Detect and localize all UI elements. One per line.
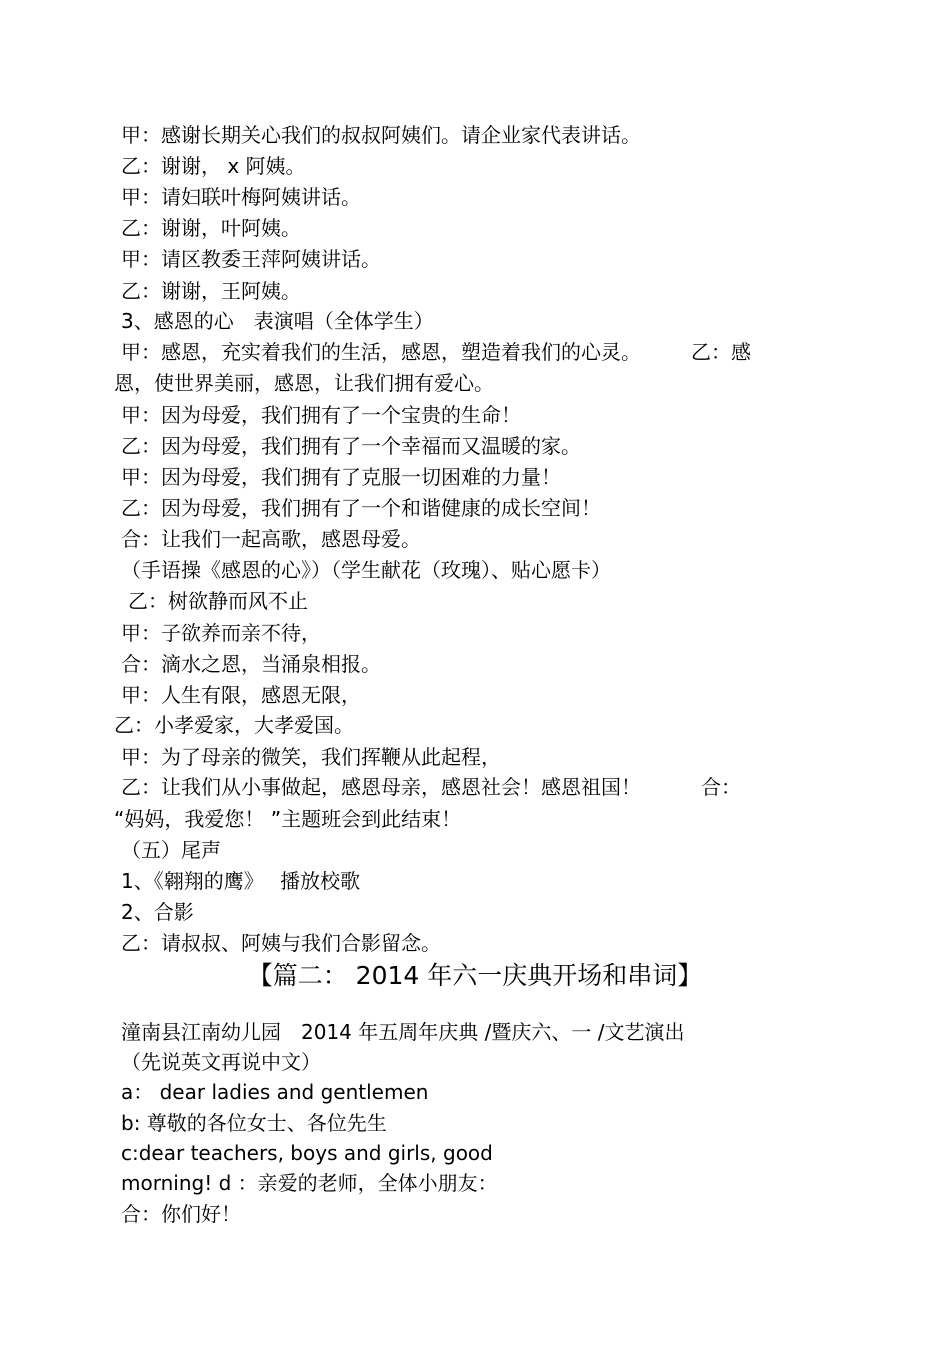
text-line: （先说英文再说中文）: [121, 1050, 321, 1074]
text-line: 恩，使世界美丽，感恩，让我们拥有爱心。: [114, 371, 494, 395]
text-line: 合：你们好！: [121, 1202, 241, 1226]
text-line: 乙：请叔叔、阿姨与我们合影留念。: [121, 931, 441, 955]
text-line: 甲：为了母亲的微笑，我们挥鞭从此起程，: [121, 745, 501, 769]
text-line: 甲：因为母爱，我们拥有了一个宝贵的生命！: [121, 403, 521, 427]
text-line: 乙：让我们从小事做起，感恩母亲，感恩社会！感恩祖国！ 合：: [121, 775, 741, 799]
text-line: 潼南县江南幼儿园 2014 年五周年庆典 /暨庆六、一 /文艺演出: [121, 1020, 685, 1044]
text-line: 甲：子欲养而亲不待，: [121, 621, 321, 645]
text-line: 甲：请妇联叶梅阿姨讲话。: [121, 185, 361, 209]
text-line: c:dear teachers, boys and girls, good: [121, 1141, 493, 1165]
text-line: 甲：感恩，充实着我们的生活，感恩，塑造着我们的心灵。 乙：感: [121, 340, 751, 364]
text-line: 乙：因为母爱，我们拥有了一个和谐健康的成长空间！: [121, 496, 601, 520]
text-line: 3、感恩的心 表演唱（全体学生）: [121, 309, 434, 333]
text-line: 甲：因为母爱，我们拥有了克服一切困难的力量！: [121, 465, 561, 489]
text-line: （五）尾声: [121, 838, 221, 862]
section-heading: 【篇二： 2014 年六一庆典开场和串词】: [247, 961, 703, 990]
text-line: 合：让我们一起高歌，感恩母爱。: [121, 527, 421, 551]
text-line: 1、《翱翔的鹰》 播放校歌: [121, 869, 361, 893]
text-line: b: 尊敬的各位女士、各位先生: [121, 1111, 387, 1135]
text-line: 乙：因为母爱，我们拥有了一个幸福而又温暖的家。: [121, 434, 581, 458]
text-line: 乙：谢谢， x 阿姨。: [121, 154, 306, 178]
text-line: 乙：树欲静而风不止: [128, 589, 308, 613]
text-line: 合：滴水之恩，当涌泉相报。: [121, 652, 381, 676]
text-line: （手语操《感恩的心》）（学生献花（玫瑰）、贴心愿卡）: [121, 558, 611, 582]
text-line: 乙：谢谢，叶阿姨。: [121, 216, 301, 240]
text-line: 乙：小孝爱家，大孝爱国。: [114, 713, 354, 737]
text-line: “妈妈，我爱您！ ”主题班会到此结束！: [114, 807, 462, 831]
text-line: 2、合影: [121, 900, 194, 924]
text-line: 甲：感谢长期关心我们的叔叔阿姨们。请企业家代表讲话。: [121, 123, 641, 147]
text-line: a： dear ladies and gentlemen: [121, 1080, 429, 1104]
text-line: 甲：请区教委王萍阿姨讲话。: [121, 247, 381, 271]
text-line: morning! d ：亲爱的老师，全体小朋友：: [121, 1171, 498, 1195]
text-line: 乙：谢谢，王阿姨。: [121, 279, 301, 303]
text-line: 甲：人生有限，感恩无限，: [121, 683, 361, 707]
